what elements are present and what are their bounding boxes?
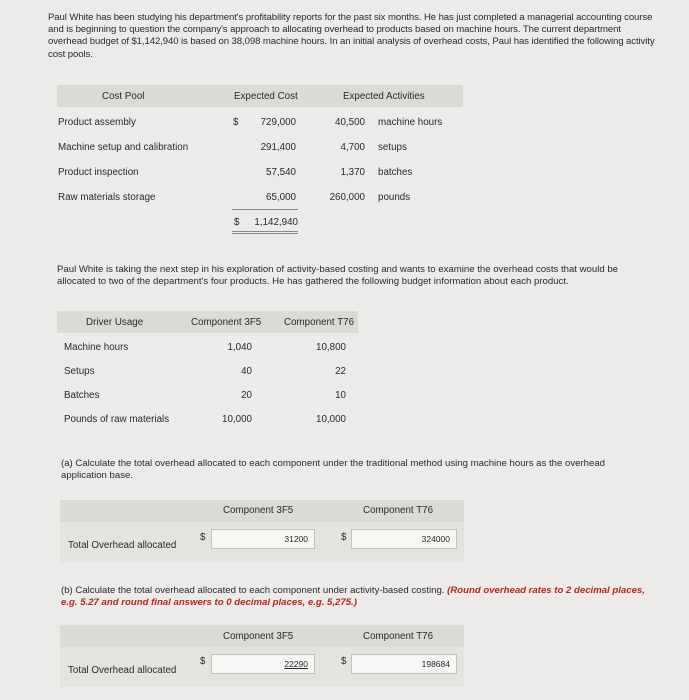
cost-value: 729,000 (260, 117, 296, 128)
part-a-row-label: Total Overhead allocated (68, 540, 177, 551)
activity-quantity: 1,370 (340, 167, 365, 178)
total-separator-line (232, 209, 298, 210)
part-b-dollar-t76: $ (341, 656, 347, 667)
part-b-row-label: Total Overhead allocated (68, 665, 177, 676)
cost-pool-label: Raw materials storage (58, 192, 156, 203)
driver-label: Batches (64, 390, 100, 401)
cost-pool-label: Machine setup and calibration (58, 142, 189, 153)
total-double-underline-1 (232, 231, 298, 232)
part-b-rounding-note: (Round overhead rates to 2 decimal places, e.g. 5.27 and round final answers to 0 decimal places, e.g. 5,275.) (61, 585, 645, 609)
activity-unit: setups (378, 142, 407, 153)
driver-value-3f5: 20 (241, 390, 252, 401)
activity-quantity: 40,500 (335, 117, 365, 128)
component-t76-header: Component T76 (284, 317, 355, 328)
cost-value: 291,400 (260, 142, 296, 153)
expected-cost-header: Expected Cost (234, 91, 298, 102)
part-a-col-t76: Component T76 (363, 505, 434, 516)
part-b-instructions (61, 585, 646, 609)
cost-value: 65,000 (266, 192, 296, 203)
part-b-t76-input[interactable]: 198684 (351, 654, 457, 674)
part-b-col-t76: Component T76 (363, 631, 434, 642)
driver-value-t76: 10,800 (316, 342, 346, 353)
component-3f5-header: Component 3F5 (191, 317, 262, 328)
cost-value: 57,540 (266, 167, 296, 178)
part-a-dollar-3f5: $ (200, 532, 206, 543)
activity-unit: machine hours (378, 117, 443, 128)
total-double-underline-2 (232, 233, 298, 234)
part-b-3f5-value: 22290 (284, 659, 308, 669)
driver-value-3f5: 1,040 (227, 342, 252, 353)
driver-value-t76: 10,000 (316, 414, 346, 425)
driver-value-3f5: 40 (241, 366, 252, 377)
activity-quantity: 260,000 (329, 192, 365, 203)
part-b-3f5-input[interactable] (211, 654, 315, 674)
part-b-text: (b) Calculate the total overhead allocated to each component under activity-based costing. (61, 585, 448, 596)
part-a-col-3f5: Component 3F5 (223, 505, 294, 516)
driver-value-3f5: 10,000 (222, 414, 252, 425)
total-cost-value: 1,142,940 (254, 217, 298, 228)
cost-pool-label: Product inspection (58, 167, 139, 178)
driver-label: Pounds of raw materials (64, 414, 170, 425)
paragraph-two: Paul White is taking the next step in his exploration of activity-based costing and wants to examine the overhead costs that would be allocated to two of the department's four products. He has gathered the following budget information about each product. (57, 264, 619, 288)
driver-label: Setups (64, 366, 95, 377)
cost-pool-label: Product assembly (58, 117, 136, 128)
activity-unit: batches (378, 167, 413, 178)
activity-unit: pounds (378, 192, 411, 203)
part-b-col-3f5: Component 3F5 (223, 631, 294, 642)
part-a-dollar-t76: $ (341, 532, 347, 543)
driver-usage-header: Driver Usage (86, 317, 144, 328)
activity-quantity: 4,700 (340, 142, 365, 153)
expected-activities-header: Expected Activities (343, 91, 425, 102)
driver-label: Machine hours (64, 342, 129, 353)
driver-value-t76: 10 (335, 390, 346, 401)
driver-value-t76: 22 (335, 366, 346, 377)
total-dollar-sign: $ (234, 217, 240, 228)
cost-pool-header: Cost Pool (102, 91, 145, 102)
part-a-t76-input[interactable]: 324000 (351, 529, 457, 549)
cost-dollar-sign: $ (233, 117, 239, 128)
part-a-3f5-input[interactable]: 31200 (211, 529, 315, 549)
part-a-instructions: (a) Calculate the total overhead allocated to each component under the traditional method using machine hours as the overhead application base. (61, 458, 605, 482)
problem-intro: Paul White has been studying his department's profitability reports for the past six months. He has just completed a managerial accounting course and is beginning to question the company's approach to allocating overhead to products based on machine hours. The current department overhead budget of $1,142,940 is based on 38,098 machine hours. In an initial analysis of overhead costs, Paul has identified the following activity cost pools. (48, 12, 655, 60)
part-b-dollar-3f5: $ (200, 656, 206, 667)
